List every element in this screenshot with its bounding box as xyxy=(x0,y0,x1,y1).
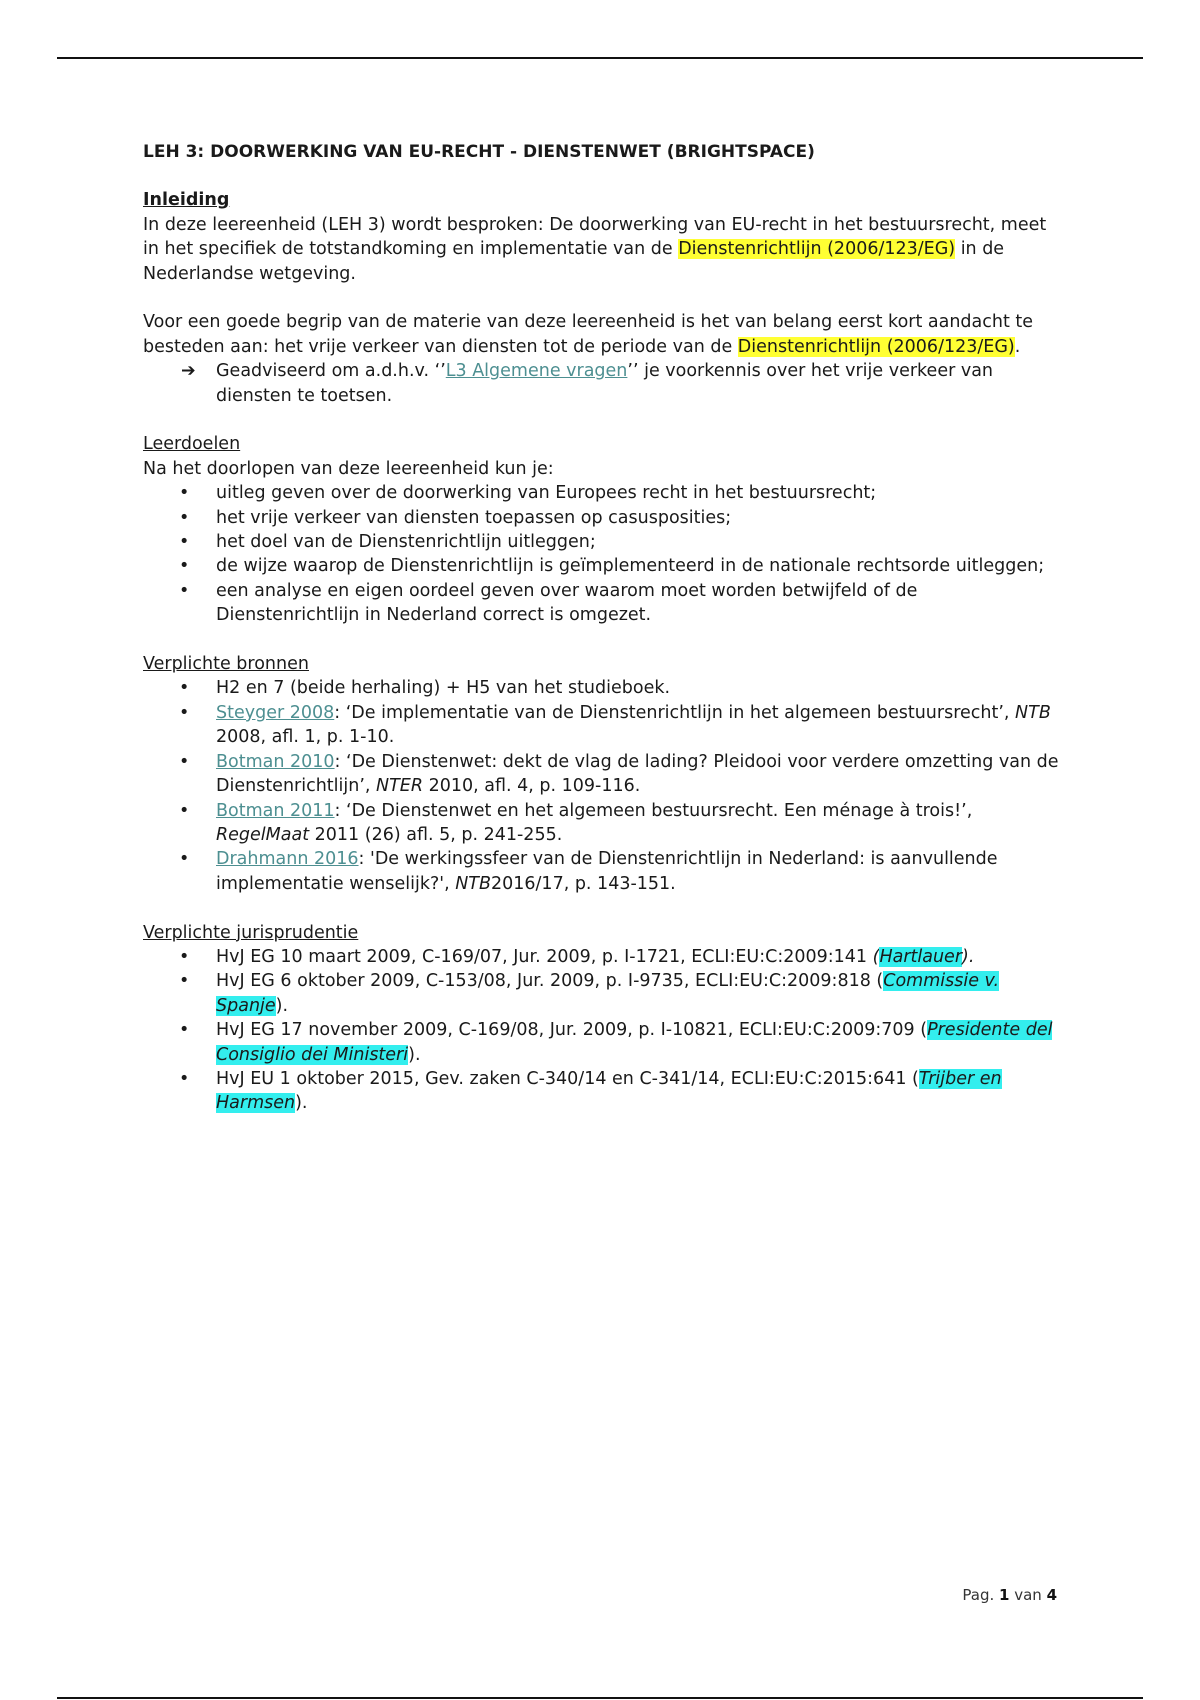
header-rule xyxy=(57,57,1143,59)
text-run: ’’ je voorkennis over het vrije verkeer van diensten te toetsen. xyxy=(216,361,994,406)
leerdoelen-list xyxy=(143,481,1063,627)
advice-item xyxy=(143,359,1063,408)
list-item xyxy=(143,481,1063,505)
text-run: HvJ EG 10 maart 2009, C-169/07, Jur. 2009, p. I-1721, ECLI:EU:C:2009:141 xyxy=(216,946,873,967)
link-steyger-2008[interactable]: Steyger 2008 xyxy=(216,702,335,723)
list-item xyxy=(143,530,1063,554)
bronnen-list xyxy=(143,676,1063,896)
journal-name: NTB xyxy=(1015,702,1051,723)
list-item-text: uitleg geven over de doorwerking van Europees recht in het bestuursrecht; xyxy=(216,483,877,504)
list-item xyxy=(143,676,1063,700)
arrow-right-icon: ➔ xyxy=(181,361,196,382)
bullet-icon: • xyxy=(179,507,190,528)
text-run: Pag. xyxy=(962,1586,999,1604)
journal-name: NTB xyxy=(455,873,491,894)
bullet-icon: • xyxy=(179,483,190,504)
text-run: van xyxy=(1009,1586,1047,1604)
text-run: : 'De werkingssfeer van de Dienstenrichtlijn in Nederland: is aanvullende implementatie wenselijk?', xyxy=(216,849,998,894)
text-run: ( xyxy=(872,946,880,967)
jurisprudentie-list xyxy=(143,945,1063,1116)
section-heading-jurisprudentie: Verplichte jurisprudentie xyxy=(143,922,359,943)
text-run: : ‘De implementatie van de Dienstenrichtlijn in het algemeen bestuursrecht’, xyxy=(334,702,1016,723)
text-run: HvJ EG 17 november 2009, C-169/08, Jur. 2009, p. I-10821, ECLI:EU:C:2009:709 ( xyxy=(216,1020,928,1041)
highlight-case-name: Commissie v. Spanje xyxy=(216,971,1000,1016)
bullet-icon: • xyxy=(179,702,190,723)
text-run: ). xyxy=(408,1044,421,1065)
footer-rule xyxy=(57,1697,1143,1699)
intro-paragraph-2 xyxy=(143,310,1063,359)
text-run: In deze leereenheid (LEH 3) wordt besproken: De doorwerking van EU-recht in het bestuursrecht, meet in het specifiek de totstandkoming en implementatie van de xyxy=(143,214,1047,260)
current-page: 1 xyxy=(999,1586,1010,1604)
section-heading-leerdoelen: Leerdoelen xyxy=(143,434,241,455)
list-item-text: het doel van de Dienstenrichtlijn uitleggen; xyxy=(216,532,596,553)
bullet-icon: • xyxy=(179,946,190,967)
list-item xyxy=(143,579,1063,628)
link-l3-algemene-vragen[interactable]: L3 Algemene vragen xyxy=(445,361,628,382)
highlight-case-name: Trijber en Harmsen xyxy=(216,1068,1002,1114)
text-run: HvJ EU 1 oktober 2015, Gev. zaken C-340/14 en C-341/14, ECLI:EU:C:2015:641 ( xyxy=(216,1068,919,1089)
highlight-dienstenrichtlijn: Dienstenrichtlijn (2006/123/EG) xyxy=(678,239,956,260)
bullet-icon: • xyxy=(179,849,190,870)
highlight-case-name: Presidente del Consiglio dei Ministeri xyxy=(216,1020,1053,1065)
text-run: 2008, afl. 1, p. 1-10. xyxy=(216,727,395,748)
list-item xyxy=(143,554,1063,578)
text-run: ). xyxy=(295,1093,308,1114)
bullet-icon: • xyxy=(179,678,190,699)
intro-paragraph-1 xyxy=(143,213,1063,286)
total-pages: 4 xyxy=(1046,1586,1057,1604)
list-item xyxy=(143,799,1063,848)
list-item xyxy=(143,945,1063,969)
text-run: : ‘De Dienstenwet: dekt de vlag de lading? Pleidooi voor verdere omzetting van de Dienstenrichtlijn’, xyxy=(216,751,1059,797)
list-item xyxy=(143,847,1063,896)
bullet-icon: • xyxy=(179,971,190,992)
section-heading-inleiding: Inleiding xyxy=(143,190,230,211)
text-run: : ‘De Dienstenwet en het algemeen bestuursrecht. Een ménage à trois!’, xyxy=(334,800,973,821)
list-item xyxy=(143,750,1063,799)
highlight-dienstenrichtlijn: Dienstenrichtlijn (2006/123/EG) xyxy=(737,336,1015,357)
journal-name: RegelMaat xyxy=(216,824,310,845)
list-item-text: de wijze waarop de Dienstenrichtlijn is geïmplementeerd in de nationale rechtsorde uitleggen; xyxy=(216,556,1045,577)
journal-name: NTER xyxy=(376,776,424,797)
link-botman-2011[interactable]: Botman 2011 xyxy=(216,800,335,821)
list-item-text: het vrije verkeer van diensten toepassen op casusposities; xyxy=(216,507,732,528)
section-heading-bronnen: Verplichte bronnen xyxy=(143,654,309,675)
link-drahmann-2016[interactable]: Drahmann 2016 xyxy=(216,849,359,870)
text-run: 2016/17, p. 143-151. xyxy=(491,873,676,894)
text-run: Geadviseerd om a.d.h.v. ‘’ xyxy=(216,361,446,382)
text-run: ). xyxy=(962,946,975,967)
list-item xyxy=(143,969,1063,1018)
list-item xyxy=(143,701,1063,750)
list-item-text: H2 en 7 (beide herhaling) + H5 van het studieboek. xyxy=(216,678,671,699)
page-number xyxy=(850,1586,1057,1604)
list-item xyxy=(143,1067,1063,1116)
text-run: ). xyxy=(275,995,289,1016)
text-run: HvJ EG 6 oktober 2009, C-153/08, Jur. 2009, p. I-9735, ECLI:EU:C:2009:818 ( xyxy=(216,971,884,992)
leerdoelen-lead: Na het doorlopen van deze leereenheid kun je: xyxy=(143,458,554,479)
bullet-icon: • xyxy=(179,800,190,821)
text-run: Voor een goede begrip van de materie van deze leereenheid is het van belang eerst kort aandacht te besteden aan: het vrije verkeer van diensten tot de periode van de xyxy=(143,312,1034,357)
text-run: 2010, afl. 4, p. 109-116. xyxy=(423,776,641,797)
bullet-icon: • xyxy=(179,556,190,577)
list-item-text: een analyse en eigen oordeel geven over waarom moet worden betwijfeld of de Dienstenrichtlijn in Nederland correct is omgezet. xyxy=(216,580,918,626)
document-body xyxy=(143,140,1063,1116)
bullet-icon: • xyxy=(179,580,190,601)
bullet-icon: • xyxy=(179,1068,190,1089)
bullet-icon: • xyxy=(179,532,190,553)
text-run: . xyxy=(1014,336,1021,357)
list-item xyxy=(143,506,1063,530)
text-run: in de Nederlandse wetgeving. xyxy=(143,239,1005,284)
bullet-icon: • xyxy=(179,751,190,772)
bullet-icon: • xyxy=(179,1020,190,1041)
text-run: 2011 (26) afl. 5, p. 241-255. xyxy=(309,824,563,845)
page-title: LEH 3: DOORWERKING VAN EU-RECHT - DIENSTENWET (BRIGHTSPACE) xyxy=(143,142,815,162)
list-item xyxy=(143,1018,1063,1067)
link-botman-2010[interactable]: Botman 2010 xyxy=(216,751,335,772)
highlight-case-name: Hartlauer xyxy=(879,946,963,967)
